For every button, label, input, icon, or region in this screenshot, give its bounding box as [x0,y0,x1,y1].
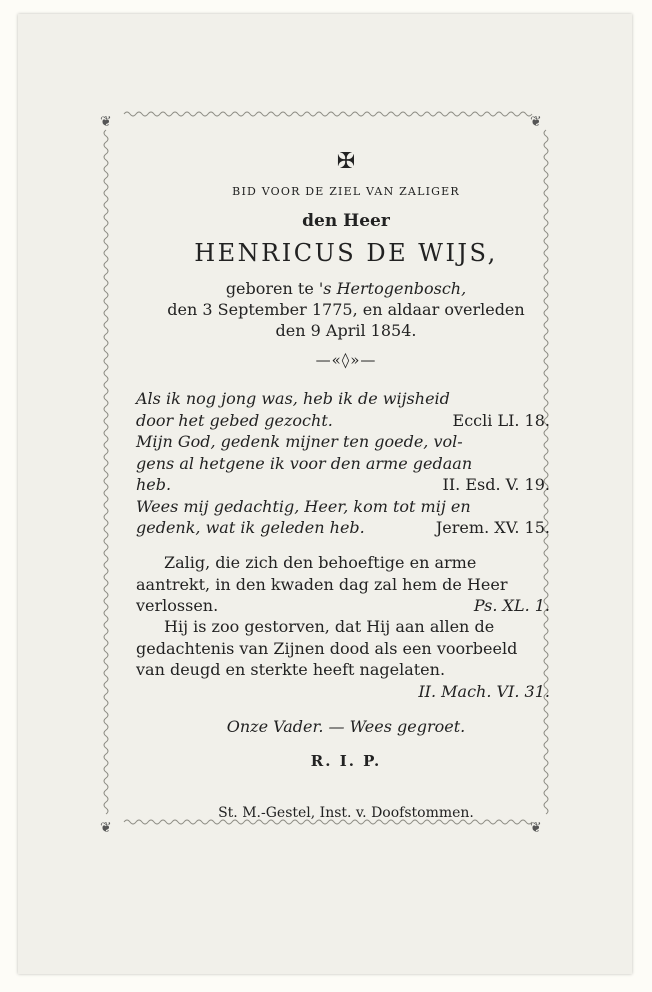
paragraph-line: van deugd en sterkte heeft nagelaten. [136,660,446,679]
verse-text: Als ik nog jong was, heb ik de wijsheid [136,389,450,408]
prayer-heading: BID VOOR DE ZIEL VAN ZALIGER [232,185,460,198]
verse-text: Mijn God, gedenk mijner ten goede, vol- [136,432,463,451]
paragraph-line: aantrekt, in den kwaden dag zal hem de Heer [136,574,508,594]
verse-line [136,389,556,408]
dates-line-2: den 9 April 1854. [275,321,417,340]
rip: R. I. P. [310,752,382,770]
memorial-card [18,14,632,974]
verse-reference: II. Esd. V. 19. [442,475,550,494]
deceased-name: HENRICUS DE WIJS, [194,239,498,267]
born-place: 's Hertogenbosch, [318,279,467,298]
verse-line [136,432,556,451]
printer-imprint: St. M.-Gestel, Inst. v. Doofstommen. [218,805,474,821]
verse-line [136,518,556,537]
paragraph-line: Hij is zoo gestorven, dat Hij aan allen de [164,617,495,636]
divider-ornament: —«◊»— [315,351,377,369]
birth-line [136,279,556,298]
verse-line [136,475,556,494]
verse-line [136,497,556,516]
dates-line-1: den 3 September 1775, en aldaar overleden [167,300,525,319]
paragraph-line: verlossen. Ps. XL. 1. [136,596,550,615]
closing-prayers: Onze Vader. — Wees gegroet. [226,717,466,736]
corner-ornament-top-right: ❦ [530,114,542,130]
verse-line [136,454,556,473]
honorific: den Heer [302,211,390,231]
verse-line [136,411,556,430]
verse-text: door het gebed gezocht. [136,410,333,430]
born-prefix: geboren te [225,279,314,298]
verse-reference: Jerem. XV. 15. [435,518,550,537]
paragraph-line: Zalig, die zich den behoeftige en arme [164,553,477,572]
verse-text: heb. [136,475,172,494]
paragraph-reference: Ps. XL. 1. [473,596,550,615]
paragraph-line: gedachtenis van Zijnen dood als een voorbeeld [136,638,518,658]
maltese-cross-icon: ✠ [336,149,356,174]
verse-reference: Eccli LI. 18. [452,410,550,430]
corner-ornament-top-left: ❦ [100,114,112,130]
paragraph-reference: II. Mach. VI. 31. [418,681,550,701]
corner-ornament-bottom-left: ❦ [100,820,112,836]
verse-text: gens al hetgene ik voor den arme gedaan [136,453,473,473]
verse-text: gedenk, wat ik geleden heb. [136,518,365,537]
verse-text: Wees mij gedachtig, Heer, kom tot mij en [136,496,471,516]
corner-ornament-bottom-right: ❦ [530,820,542,836]
